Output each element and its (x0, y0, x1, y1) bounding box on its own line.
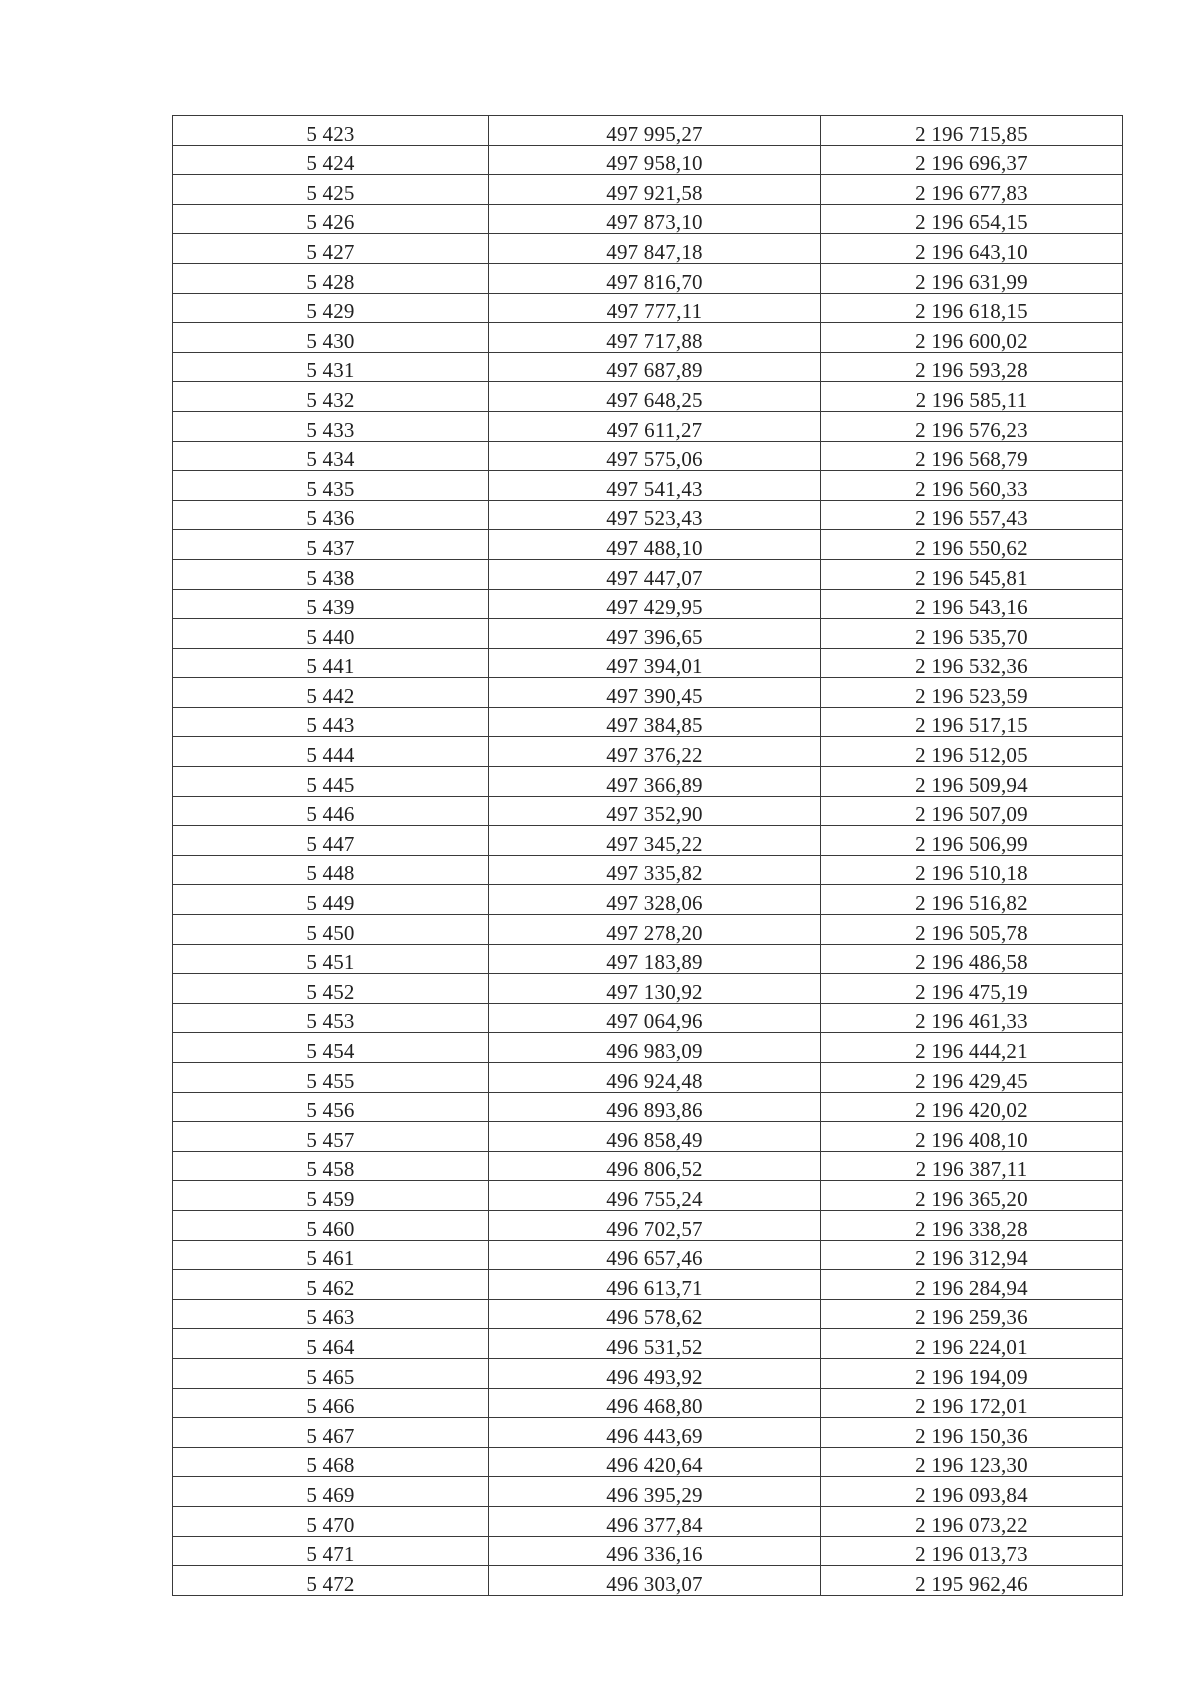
point-number-cell: 5 461 (173, 1240, 489, 1270)
table-row (173, 1566, 1123, 1596)
point-number-cell: 5 424 (173, 145, 489, 175)
point-number-cell: 5 455 (173, 1063, 489, 1093)
y-coordinate-cell: 2 196 172,01 (821, 1388, 1123, 1418)
point-number-cell: 5 439 (173, 589, 489, 619)
point-number-cell: 5 467 (173, 1418, 489, 1448)
y-coordinate-cell: 2 196 073,22 (821, 1506, 1123, 1536)
point-number-cell: 5 446 (173, 796, 489, 826)
x-coordinate-cell: 496 578,62 (489, 1299, 821, 1329)
table-row (173, 352, 1123, 382)
point-number-cell: 5 430 (173, 323, 489, 353)
coordinates-table-body (173, 116, 1123, 1596)
y-coordinate-cell: 2 196 677,83 (821, 175, 1123, 205)
x-coordinate-cell: 497 183,89 (489, 944, 821, 974)
y-coordinate-cell: 2 196 365,20 (821, 1181, 1123, 1211)
table-row (173, 1210, 1123, 1240)
y-coordinate-cell: 2 196 560,33 (821, 471, 1123, 501)
x-coordinate-cell: 497 777,11 (489, 293, 821, 323)
y-coordinate-cell: 2 196 475,19 (821, 974, 1123, 1004)
x-coordinate-cell: 497 352,90 (489, 796, 821, 826)
point-number-cell: 5 471 (173, 1536, 489, 1566)
x-coordinate-cell: 497 847,18 (489, 234, 821, 264)
table-row (173, 1388, 1123, 1418)
table-row (173, 1003, 1123, 1033)
x-coordinate-cell: 496 395,29 (489, 1477, 821, 1507)
table-row (173, 293, 1123, 323)
x-coordinate-cell: 496 613,71 (489, 1270, 821, 1300)
point-number-cell: 5 465 (173, 1358, 489, 1388)
x-coordinate-cell: 496 336,16 (489, 1536, 821, 1566)
x-coordinate-cell: 496 983,09 (489, 1033, 821, 1063)
x-coordinate-cell: 496 702,57 (489, 1210, 821, 1240)
y-coordinate-cell: 2 196 093,84 (821, 1477, 1123, 1507)
y-coordinate-cell: 2 196 338,28 (821, 1210, 1123, 1240)
table-row (173, 1151, 1123, 1181)
x-coordinate-cell: 497 611,27 (489, 411, 821, 441)
table-row (173, 323, 1123, 353)
y-coordinate-cell: 2 196 568,79 (821, 441, 1123, 471)
point-number-cell: 5 441 (173, 648, 489, 678)
x-coordinate-cell: 496 755,24 (489, 1181, 821, 1211)
x-coordinate-cell: 497 429,95 (489, 589, 821, 619)
x-coordinate-cell: 496 420,64 (489, 1447, 821, 1477)
y-coordinate-cell: 2 196 420,02 (821, 1092, 1123, 1122)
point-number-cell: 5 456 (173, 1092, 489, 1122)
x-coordinate-cell: 496 806,52 (489, 1151, 821, 1181)
x-coordinate-cell: 497 396,65 (489, 619, 821, 649)
x-coordinate-cell: 496 858,49 (489, 1122, 821, 1152)
x-coordinate-cell: 497 873,10 (489, 204, 821, 234)
y-coordinate-cell: 2 196 545,81 (821, 559, 1123, 589)
y-coordinate-cell: 2 196 461,33 (821, 1003, 1123, 1033)
y-coordinate-cell: 2 196 516,82 (821, 885, 1123, 915)
y-coordinate-cell: 2 196 576,23 (821, 411, 1123, 441)
table-row (173, 559, 1123, 589)
x-coordinate-cell: 497 384,85 (489, 707, 821, 737)
x-coordinate-cell: 496 443,69 (489, 1418, 821, 1448)
y-coordinate-cell: 2 196 585,11 (821, 382, 1123, 412)
point-number-cell: 5 448 (173, 855, 489, 885)
table-row (173, 737, 1123, 767)
y-coordinate-cell: 2 196 013,73 (821, 1536, 1123, 1566)
table-row (173, 530, 1123, 560)
y-coordinate-cell: 2 196 123,30 (821, 1447, 1123, 1477)
point-number-cell: 5 440 (173, 619, 489, 649)
point-number-cell: 5 454 (173, 1033, 489, 1063)
y-coordinate-cell: 2 196 486,58 (821, 944, 1123, 974)
table-row (173, 175, 1123, 205)
y-coordinate-cell: 2 196 512,05 (821, 737, 1123, 767)
table-row (173, 1181, 1123, 1211)
x-coordinate-cell: 497 717,88 (489, 323, 821, 353)
x-coordinate-cell: 497 390,45 (489, 678, 821, 708)
point-number-cell: 5 435 (173, 471, 489, 501)
point-number-cell: 5 442 (173, 678, 489, 708)
point-number-cell: 5 450 (173, 915, 489, 945)
table-row (173, 944, 1123, 974)
table-row (173, 915, 1123, 945)
table-row (173, 411, 1123, 441)
table-row (173, 145, 1123, 175)
y-coordinate-cell: 2 196 510,18 (821, 855, 1123, 885)
point-number-cell: 5 459 (173, 1181, 489, 1211)
table-row (173, 974, 1123, 1004)
y-coordinate-cell: 2 196 507,09 (821, 796, 1123, 826)
y-coordinate-cell: 2 196 543,16 (821, 589, 1123, 619)
point-number-cell: 5 460 (173, 1210, 489, 1240)
table-row (173, 1033, 1123, 1063)
point-number-cell: 5 443 (173, 707, 489, 737)
y-coordinate-cell: 2 196 532,36 (821, 648, 1123, 678)
point-number-cell: 5 457 (173, 1122, 489, 1152)
x-coordinate-cell: 496 893,86 (489, 1092, 821, 1122)
x-coordinate-cell: 497 345,22 (489, 826, 821, 856)
table-row (173, 1299, 1123, 1329)
point-number-cell: 5 432 (173, 382, 489, 412)
y-coordinate-cell: 2 196 284,94 (821, 1270, 1123, 1300)
point-number-cell: 5 466 (173, 1388, 489, 1418)
y-coordinate-cell: 2 195 962,46 (821, 1566, 1123, 1596)
point-number-cell: 5 433 (173, 411, 489, 441)
x-coordinate-cell: 496 531,52 (489, 1329, 821, 1359)
y-coordinate-cell: 2 196 150,36 (821, 1418, 1123, 1448)
table-row (173, 382, 1123, 412)
table-row (173, 1270, 1123, 1300)
point-number-cell: 5 445 (173, 767, 489, 797)
y-coordinate-cell: 2 196 224,01 (821, 1329, 1123, 1359)
table-row (173, 1477, 1123, 1507)
point-number-cell: 5 434 (173, 441, 489, 471)
x-coordinate-cell: 497 575,06 (489, 441, 821, 471)
y-coordinate-cell: 2 196 194,09 (821, 1358, 1123, 1388)
y-coordinate-cell: 2 196 517,15 (821, 707, 1123, 737)
x-coordinate-cell: 497 376,22 (489, 737, 821, 767)
y-coordinate-cell: 2 196 715,85 (821, 116, 1123, 146)
point-number-cell: 5 451 (173, 944, 489, 974)
x-coordinate-cell: 496 303,07 (489, 1566, 821, 1596)
y-coordinate-cell: 2 196 654,15 (821, 204, 1123, 234)
table-row (173, 1329, 1123, 1359)
table-row (173, 1447, 1123, 1477)
table-row (173, 471, 1123, 501)
y-coordinate-cell: 2 196 550,62 (821, 530, 1123, 560)
point-number-cell: 5 470 (173, 1506, 489, 1536)
y-coordinate-cell: 2 196 509,94 (821, 767, 1123, 797)
table-row (173, 234, 1123, 264)
x-coordinate-cell: 497 816,70 (489, 263, 821, 293)
table-row (173, 826, 1123, 856)
x-coordinate-cell: 497 278,20 (489, 915, 821, 945)
x-coordinate-cell: 496 924,48 (489, 1063, 821, 1093)
table-row (173, 441, 1123, 471)
table-row (173, 767, 1123, 797)
point-number-cell: 5 453 (173, 1003, 489, 1033)
x-coordinate-cell: 497 447,07 (489, 559, 821, 589)
coordinates-table (172, 115, 1123, 1596)
table-row (173, 1506, 1123, 1536)
y-coordinate-cell: 2 196 631,99 (821, 263, 1123, 293)
table-row (173, 678, 1123, 708)
point-number-cell: 5 426 (173, 204, 489, 234)
x-coordinate-cell: 497 995,27 (489, 116, 821, 146)
x-coordinate-cell: 497 921,58 (489, 175, 821, 205)
point-number-cell: 5 444 (173, 737, 489, 767)
y-coordinate-cell: 2 196 506,99 (821, 826, 1123, 856)
y-coordinate-cell: 2 196 557,43 (821, 500, 1123, 530)
y-coordinate-cell: 2 196 535,70 (821, 619, 1123, 649)
y-coordinate-cell: 2 196 618,15 (821, 293, 1123, 323)
table-row (173, 500, 1123, 530)
point-number-cell: 5 429 (173, 293, 489, 323)
point-number-cell: 5 427 (173, 234, 489, 264)
point-number-cell: 5 468 (173, 1447, 489, 1477)
y-coordinate-cell: 2 196 312,94 (821, 1240, 1123, 1270)
table-row (173, 855, 1123, 885)
point-number-cell: 5 449 (173, 885, 489, 915)
y-coordinate-cell: 2 196 259,36 (821, 1299, 1123, 1329)
table-row (173, 589, 1123, 619)
point-number-cell: 5 436 (173, 500, 489, 530)
x-coordinate-cell: 496 377,84 (489, 1506, 821, 1536)
table-row (173, 885, 1123, 915)
y-coordinate-cell: 2 196 600,02 (821, 323, 1123, 353)
table-row (173, 1240, 1123, 1270)
x-coordinate-cell: 497 064,96 (489, 1003, 821, 1033)
x-coordinate-cell: 497 523,43 (489, 500, 821, 530)
table-row (173, 707, 1123, 737)
y-coordinate-cell: 2 196 643,10 (821, 234, 1123, 264)
y-coordinate-cell: 2 196 429,45 (821, 1063, 1123, 1093)
point-number-cell: 5 452 (173, 974, 489, 1004)
x-coordinate-cell: 497 488,10 (489, 530, 821, 560)
table-row (173, 1122, 1123, 1152)
point-number-cell: 5 428 (173, 263, 489, 293)
table-row (173, 263, 1123, 293)
table-row (173, 1358, 1123, 1388)
table-row (173, 1063, 1123, 1093)
x-coordinate-cell: 497 958,10 (489, 145, 821, 175)
x-coordinate-cell: 497 335,82 (489, 855, 821, 885)
point-number-cell: 5 472 (173, 1566, 489, 1596)
point-number-cell: 5 469 (173, 1477, 489, 1507)
table-row (173, 648, 1123, 678)
y-coordinate-cell: 2 196 696,37 (821, 145, 1123, 175)
x-coordinate-cell: 496 657,46 (489, 1240, 821, 1270)
point-number-cell: 5 438 (173, 559, 489, 589)
x-coordinate-cell: 497 328,06 (489, 885, 821, 915)
point-number-cell: 5 463 (173, 1299, 489, 1329)
table-row (173, 1092, 1123, 1122)
y-coordinate-cell: 2 196 593,28 (821, 352, 1123, 382)
point-number-cell: 5 462 (173, 1270, 489, 1300)
x-coordinate-cell: 497 394,01 (489, 648, 821, 678)
x-coordinate-cell: 496 468,80 (489, 1388, 821, 1418)
table-row (173, 796, 1123, 826)
point-number-cell: 5 425 (173, 175, 489, 205)
y-coordinate-cell: 2 196 523,59 (821, 678, 1123, 708)
table-row (173, 116, 1123, 146)
x-coordinate-cell: 497 130,92 (489, 974, 821, 1004)
table-row (173, 619, 1123, 649)
x-coordinate-cell: 497 366,89 (489, 767, 821, 797)
x-coordinate-cell: 497 687,89 (489, 352, 821, 382)
point-number-cell: 5 437 (173, 530, 489, 560)
point-number-cell: 5 423 (173, 116, 489, 146)
x-coordinate-cell: 497 648,25 (489, 382, 821, 412)
y-coordinate-cell: 2 196 408,10 (821, 1122, 1123, 1152)
point-number-cell: 5 464 (173, 1329, 489, 1359)
y-coordinate-cell: 2 196 387,11 (821, 1151, 1123, 1181)
table-row (173, 1418, 1123, 1448)
point-number-cell: 5 431 (173, 352, 489, 382)
point-number-cell: 5 447 (173, 826, 489, 856)
y-coordinate-cell: 2 196 505,78 (821, 915, 1123, 945)
table-row (173, 1536, 1123, 1566)
y-coordinate-cell: 2 196 444,21 (821, 1033, 1123, 1063)
x-coordinate-cell: 497 541,43 (489, 471, 821, 501)
x-coordinate-cell: 496 493,92 (489, 1358, 821, 1388)
table-row (173, 204, 1123, 234)
point-number-cell: 5 458 (173, 1151, 489, 1181)
